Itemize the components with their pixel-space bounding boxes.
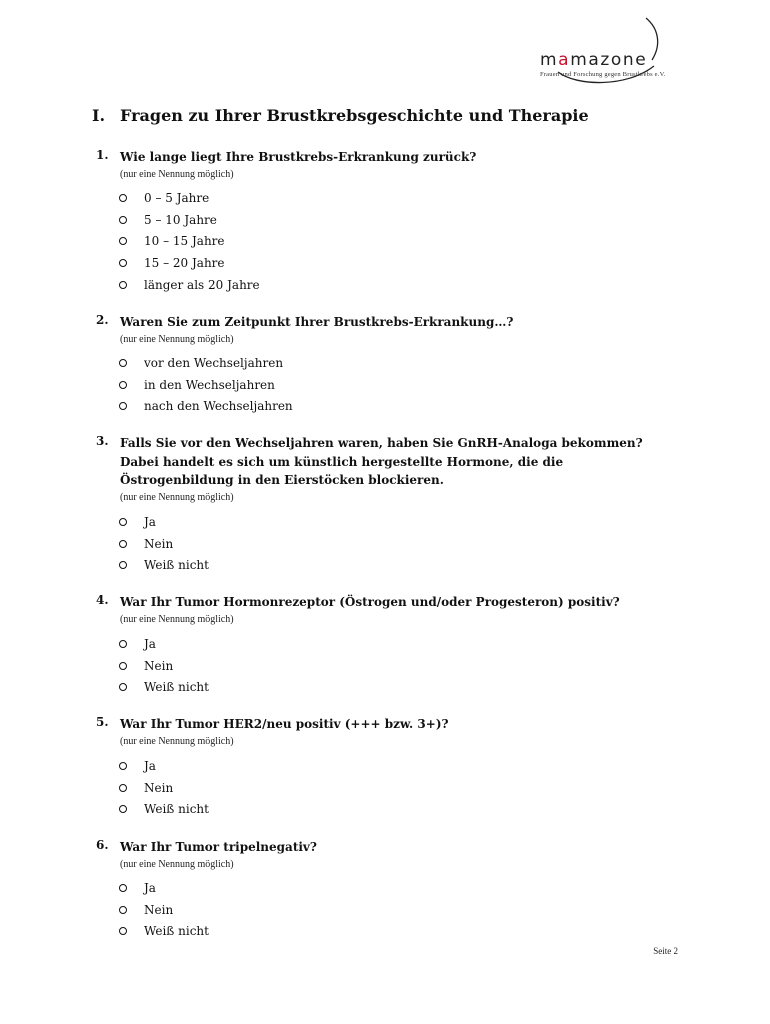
radio-option[interactable] xyxy=(119,533,209,555)
radio-option[interactable] xyxy=(119,555,209,577)
question-hint: (nur eine Nennung möglich) xyxy=(120,859,234,870)
section-number: I. xyxy=(92,106,106,125)
radio-button[interactable] xyxy=(119,561,127,569)
options-group xyxy=(119,352,293,417)
option-label: 15 – 20 Jahre xyxy=(144,256,225,271)
options-group xyxy=(119,511,209,576)
question-text: Falls Sie vor den Wechseljahren waren, haben Sie GnRH-Analoga bekommen? Dabei handelt es sich um künstlich hergestellte Hormone, die die Östrogenbildung in den Eierstöcken blockieren. xyxy=(120,436,643,487)
page-number: Seite 2 xyxy=(653,946,678,956)
radio-button[interactable] xyxy=(119,381,127,389)
radio-button[interactable] xyxy=(119,540,127,548)
radio-option[interactable] xyxy=(119,899,209,921)
question-hint: (nur eine Nennung möglich) xyxy=(120,614,234,625)
radio-button[interactable] xyxy=(119,194,127,202)
radio-button[interactable] xyxy=(119,662,127,670)
radio-option[interactable] xyxy=(119,274,260,296)
question-number: 4. xyxy=(96,593,109,607)
logo-tagline: Frauen und Forschung gegen Brustkrebs e.V. xyxy=(540,71,666,78)
radio-button[interactable] xyxy=(119,359,127,367)
option-label: 0 – 5 Jahre xyxy=(144,190,210,205)
radio-button[interactable] xyxy=(119,906,127,914)
option-label: Ja xyxy=(144,758,156,773)
mamazone-logo xyxy=(536,14,686,88)
section-title: Fragen zu Ihrer Brustkrebsgeschichte und Therapie xyxy=(120,106,589,125)
radio-button[interactable] xyxy=(119,784,127,792)
options-group xyxy=(119,187,260,296)
radio-button[interactable] xyxy=(119,884,127,892)
question-hint: (nur eine Nennung möglich) xyxy=(120,334,234,345)
section-heading xyxy=(92,106,589,125)
options-group xyxy=(119,755,209,820)
question-number: 6. xyxy=(96,838,109,852)
question-hint: (nur eine Nennung möglich) xyxy=(120,169,234,180)
option-label: Ja xyxy=(144,514,156,529)
radio-option[interactable] xyxy=(119,396,293,418)
radio-button[interactable] xyxy=(119,927,127,935)
radio-button[interactable] xyxy=(119,518,127,526)
radio-button[interactable] xyxy=(119,259,127,267)
radio-option[interactable] xyxy=(119,252,260,274)
option-label: 10 – 15 Jahre xyxy=(144,234,225,249)
radio-option[interactable] xyxy=(119,209,260,231)
option-label: Nein xyxy=(144,902,174,917)
question-text: War Ihr Tumor HER2/neu positiv (+++ bzw. 3+)? xyxy=(120,717,449,731)
question-number: 3. xyxy=(96,434,109,448)
question-hint: (nur eine Nennung möglich) xyxy=(120,736,234,747)
radio-option[interactable] xyxy=(119,374,293,396)
option-label: Weiß nicht xyxy=(144,924,209,939)
radio-option[interactable] xyxy=(119,352,293,374)
question-hint: (nur eine Nennung möglich) xyxy=(120,492,234,503)
radio-button[interactable] xyxy=(119,762,127,770)
option-label: Ja xyxy=(144,880,156,895)
question-number: 1. xyxy=(96,148,109,162)
option-label: länger als 20 Jahre xyxy=(144,278,260,293)
radio-button[interactable] xyxy=(119,281,127,289)
option-label: Weiß nicht xyxy=(144,558,209,573)
option-label: Ja xyxy=(144,636,156,651)
radio-button[interactable] xyxy=(119,216,127,224)
radio-option[interactable] xyxy=(119,799,209,821)
option-label: Nein xyxy=(144,780,174,795)
question-text: Waren Sie zum Zeitpunkt Ihrer Brustkrebs-Erkrankung…? xyxy=(120,315,514,329)
radio-option[interactable] xyxy=(119,877,209,899)
radio-option[interactable] xyxy=(119,633,209,655)
radio-button[interactable] xyxy=(119,640,127,648)
radio-option[interactable] xyxy=(119,655,209,677)
radio-button[interactable] xyxy=(119,683,127,691)
radio-option[interactable] xyxy=(119,677,209,699)
options-group xyxy=(119,633,209,698)
question-text: War Ihr Tumor tripelnegativ? xyxy=(120,840,317,854)
option-label: in den Wechseljahren xyxy=(144,377,275,392)
question-number: 2. xyxy=(96,313,109,327)
radio-option[interactable] xyxy=(119,755,209,777)
question-text: Wie lange liegt Ihre Brustkrebs-Erkrankung zurück? xyxy=(120,150,477,164)
option-label: vor den Wechseljahren xyxy=(144,355,284,370)
option-label: Weiß nicht xyxy=(144,802,209,817)
radio-option[interactable] xyxy=(119,511,209,533)
option-label: 5 – 10 Jahre xyxy=(144,212,217,227)
radio-option[interactable] xyxy=(119,777,209,799)
option-label: Weiß nicht xyxy=(144,680,209,695)
radio-button[interactable] xyxy=(119,402,127,410)
question-number: 5. xyxy=(96,715,109,729)
question-text: War Ihr Tumor Hormonrezeptor (Östrogen und/oder Progesteron) positiv? xyxy=(120,595,620,609)
radio-option[interactable] xyxy=(119,921,209,943)
options-group xyxy=(119,877,209,942)
option-label: Nein xyxy=(144,658,174,673)
radio-button[interactable] xyxy=(119,805,127,813)
radio-option[interactable] xyxy=(119,187,260,209)
logo-wordmark: mamazone xyxy=(540,50,648,70)
radio-option[interactable] xyxy=(119,231,260,253)
radio-button[interactable] xyxy=(119,237,127,245)
option-label: nach den Wechseljahren xyxy=(144,399,293,414)
option-label: Nein xyxy=(144,536,174,551)
